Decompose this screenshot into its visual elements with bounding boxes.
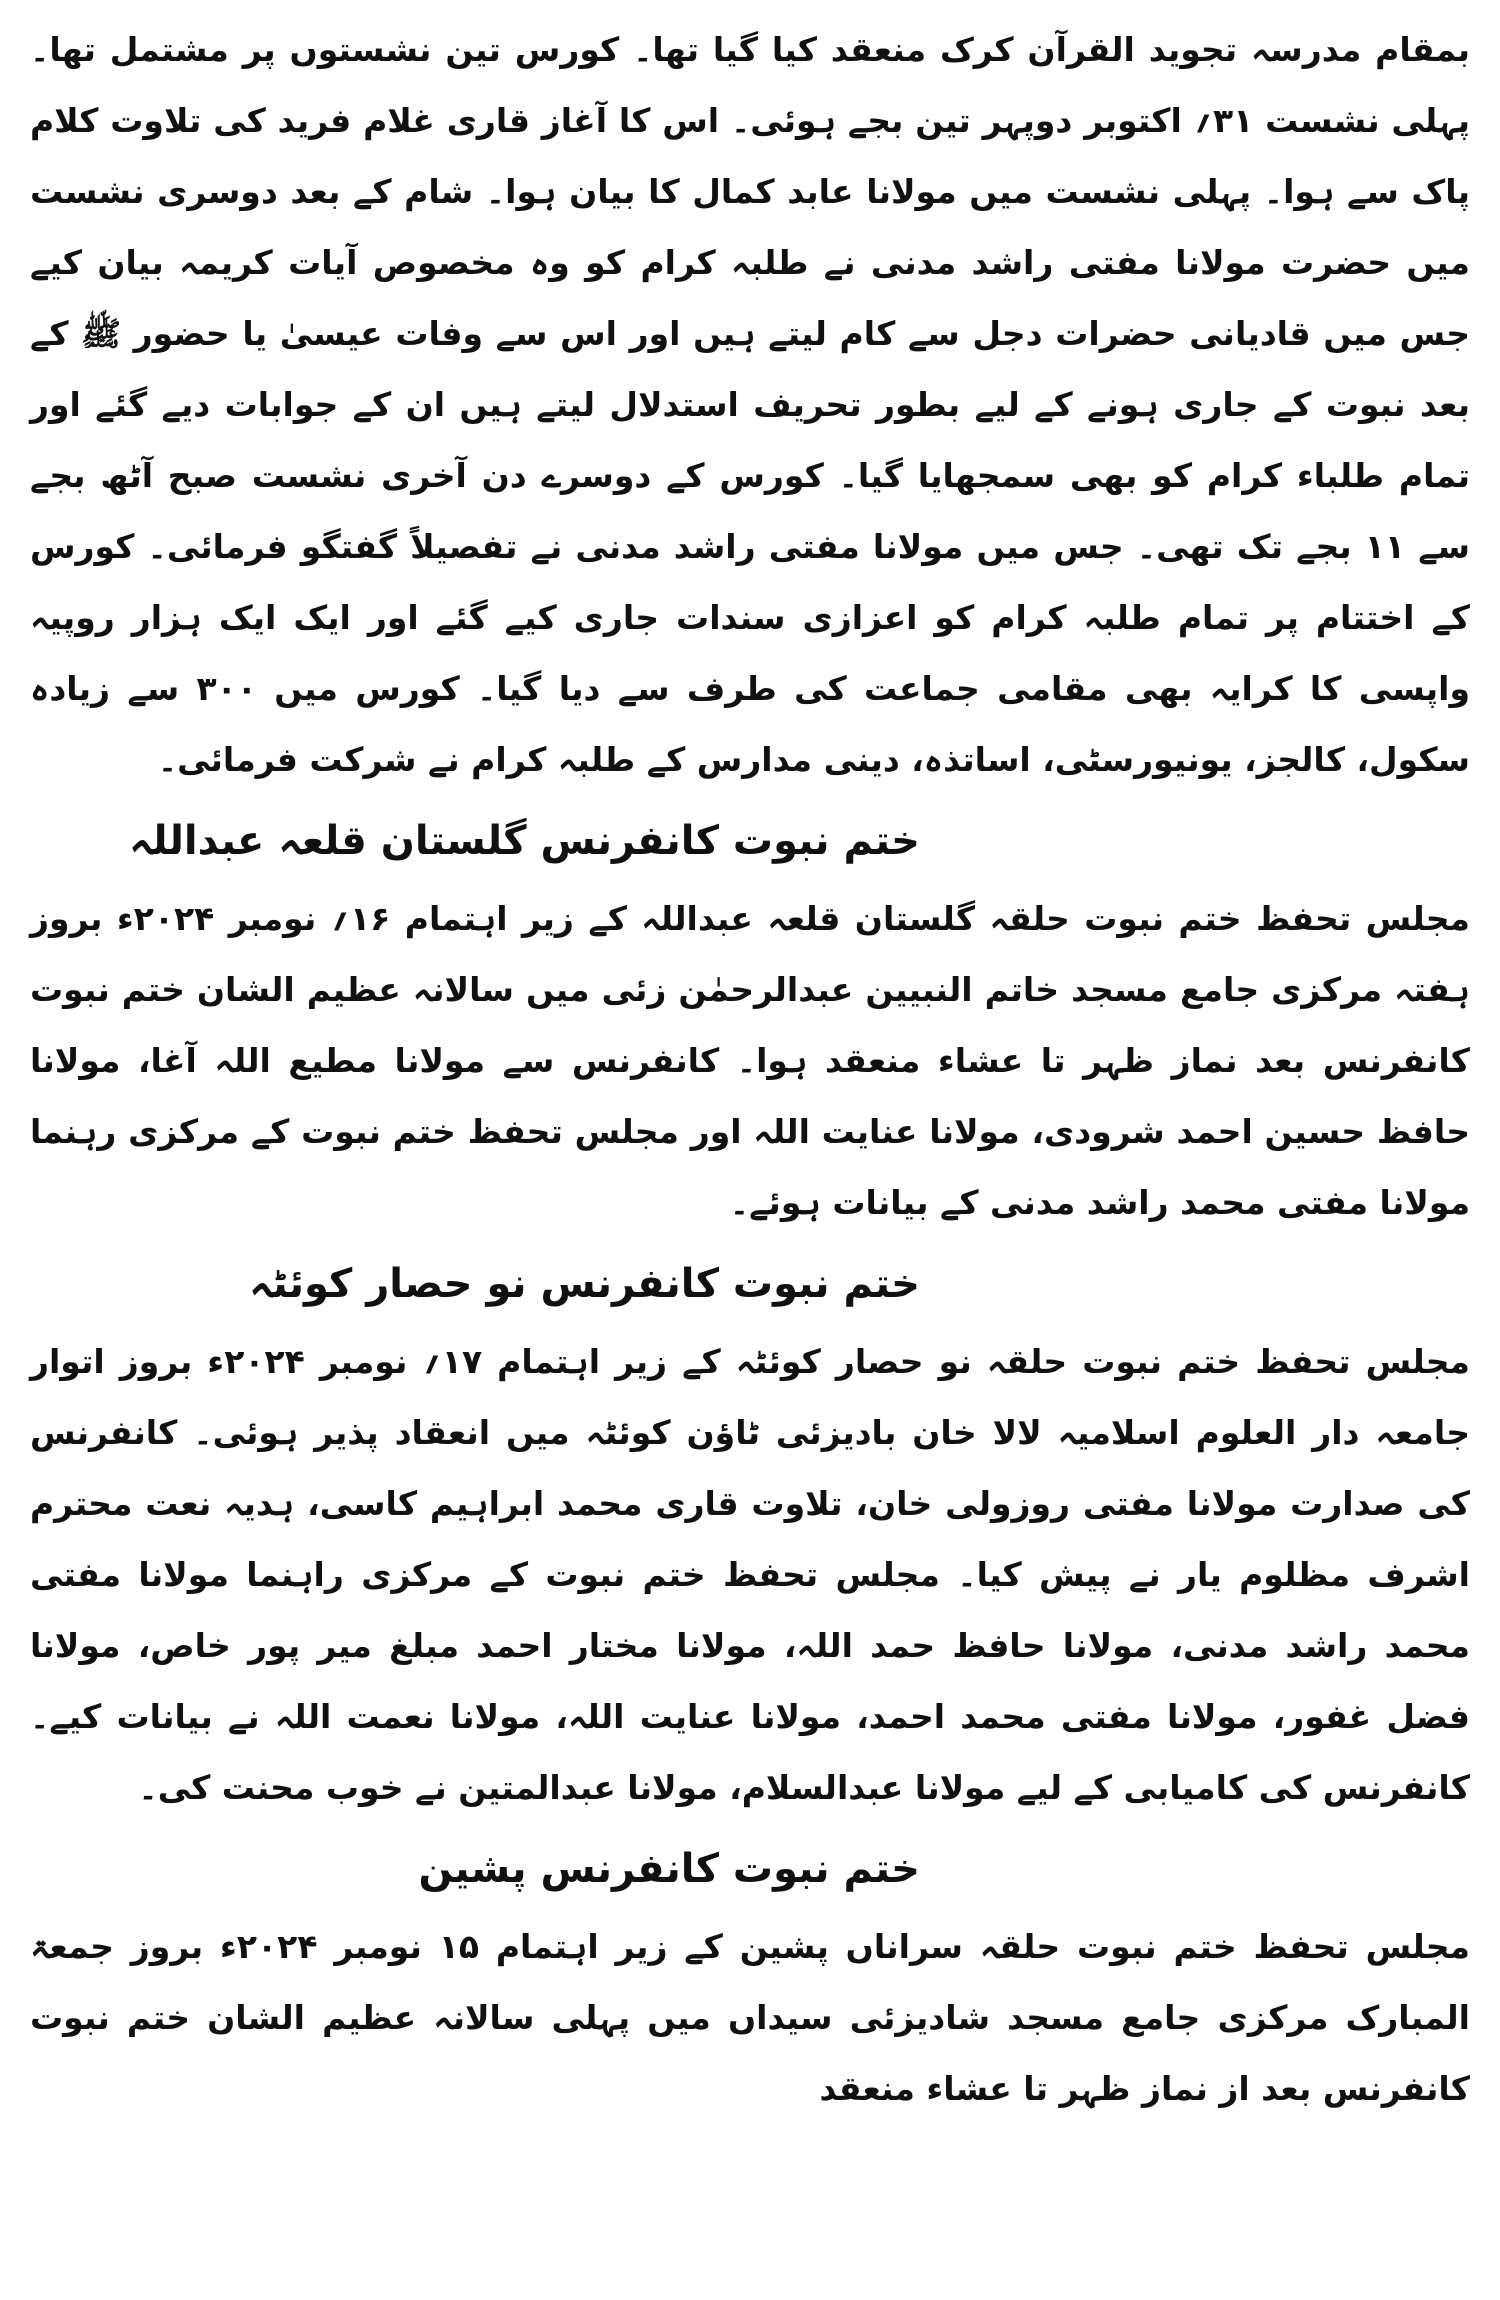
section-paragraph: مجلس تحفظ ختم نبوت حلقہ سراناں پشین کے زیر اہتمام ۱۵ نومبر ۲۰۲۴ء بروز جمعۃ المبارک مرکزی جامع مسجد شادیزئی سیداں میں پہلی سالانہ عظیم الشان ختم نبوت کانفرنس بعد از نماز ظہر تا عشاء منعقد [30, 1927, 1470, 2108]
article-page [30, 14, 1470, 2124]
section-pishin-conference [30, 1833, 1470, 2124]
section-paragraph: مجلس تحفظ ختم نبوت حلقہ نو حصار کوئٹہ کے زیر اہتمام ۱۷؍ نومبر ۲۰۲۴ء بروز اتوار جامعہ دار العلوم اسلامیہ لالا خان بادیزئی ٹاؤن کوئٹہ میں انعقاد پذیر ہوئی۔ کانفرنس کی صدارت مولانا مفتی روزولی خان، تلاوت قاری محمد ابراہیم کاسی، ہدیہ نعت محترم اشرف مظلوم یار نے پیش کیا۔ مجلس تحفظ ختم نبوت کے مرکزی راہنما مولانا مفتی محمد راشد مدنی، مولانا حافظ حمد اللہ، مولانا مختار احمد مبلغ میر پور خاص، مولانا فضل غفور، مولانا مفتی محمد احمد، مولانا عنایت اللہ، مولانا نعمت اللہ نے بیانات کیے۔ کانفرنس کی کامیابی کے لیے مولانا عبدالسلام، مولانا عبدالمتین نے خوب محنت کی۔ [30, 1342, 1470, 1807]
section-heading: ختم نبوت کانفرنس پشین [418, 1846, 920, 1892]
section-gulistan-conference [30, 805, 1470, 1238]
section-heading: ختم نبوت کانفرنس نو حصار کوئٹہ [249, 1261, 920, 1307]
section-nohisar-conference [30, 1248, 1470, 1823]
intro-paragraph: بمقام مدرسہ تجوید القرآن کرک منعقد کیا گیا تھا۔ کورس تین نشستوں پر مشتمل تھا۔ پہلی نشست ۳۱؍ اکتوبر دوپہر تین بجے ہوئی۔ اس کا آغاز قاری غلام فرید کی تلاوت کلام پاک سے ہوا۔ پہلی نشست میں مولانا عابد کمال کا بیان ہوا۔ شام کے بعد دوسری نشست میں حضرت مولانا مفتی راشد مدنی نے طلبہ کرام کو وہ مخصوص آیات کریمہ بیان کیے جس میں قادیانی حضرات دجل سے کام لیتے ہیں اور اس سے وفات عیسیٰ یا حضور ﷺ کے بعد نبوت کے جاری ہونے کے لیے بطور تحریف استدلال لیتے ہیں ان کے جوابات دیے گئے اور تمام طلباء کرام کو بھی سمجھایا گیا۔ کورس کے دوسرے دن آخری نشست صبح آٹھ بجے سے ۱۱ بجے تک تھی۔ جس میں مولانا مفتی راشد مدنی نے تفصیلاً گفتگو فرمائی۔ کورس کے اختتام پر تمام طلبہ کرام کو اعزازی سندات جاری کیے گئے اور ایک ایک ہزار روپیہ واپسی کا کرایہ بھی مقامی جماعت کی طرف سے دیا گیا۔ کورس میں ۳۰۰ سے زیادہ سکول، کالجز، یونیورسٹی، اساتذہ، دینی مدارس کے طلبہ کرام نے شرکت فرمائی۔ [30, 30, 1471, 779]
section-paragraph: مجلس تحفظ ختم نبوت حلقہ گلستان قلعہ عبداللہ کے زیر اہتمام ۱۶؍ نومبر ۲۰۲۴ء بروز ہفتہ مرکزی جامع مسجد خاتم النبیین عبدالرحمٰن زئی میں سالانہ عظیم الشان ختم نبوت کانفرنس بعد نماز ظہر تا عشاء منعقد ہوا۔ کانفرنس سے مولانا مطیع اللہ آغا، مولانا حافظ حسین احمد شرودی، مولانا عنایت اللہ اور مجلس تحفظ ختم نبوت کے مرکزی رہنما مولانا مفتی محمد راشد مدنی کے بیانات ہوئے۔ [30, 899, 1470, 1222]
section-heading: ختم نبوت کانفرنس گلستان قلعہ عبداللہ [129, 818, 920, 864]
